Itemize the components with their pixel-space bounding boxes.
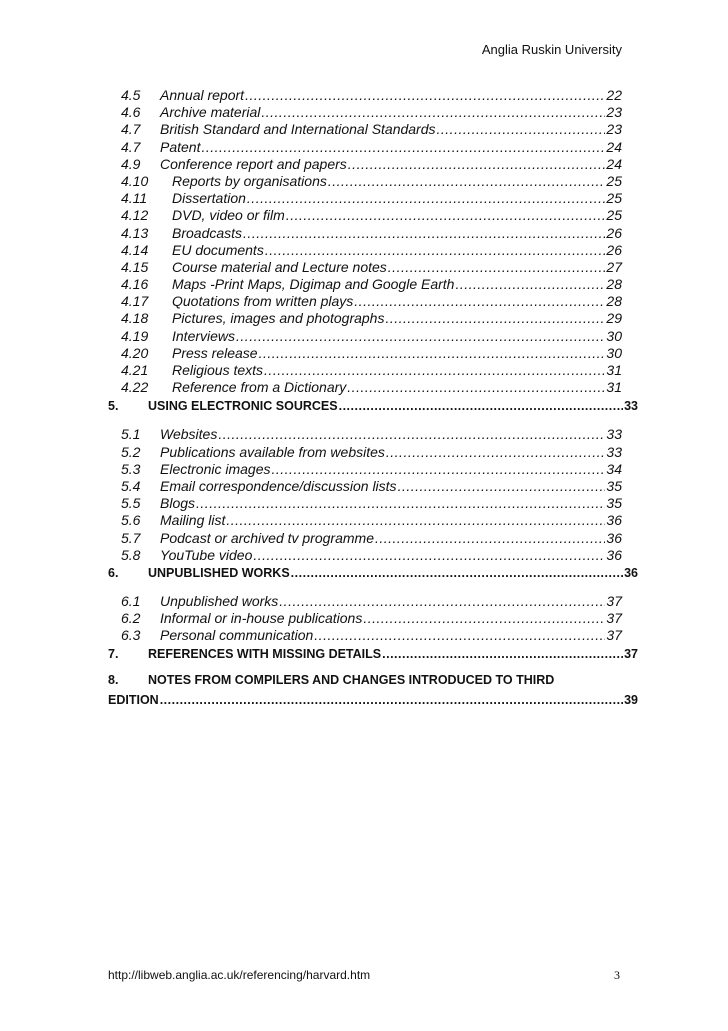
toc-entry[interactable] <box>0 242 728 259</box>
toc-entry-page: 33 <box>606 426 622 443</box>
toc-entry-title: Interviews <box>172 327 236 344</box>
toc-entry-page: 26 <box>606 224 622 241</box>
toc-entry[interactable] <box>0 593 728 610</box>
toc-entry-page: 24 <box>606 138 622 155</box>
toc-section-number: 8. <box>108 673 119 688</box>
toc-entry[interactable] <box>0 156 728 173</box>
dot-leader <box>243 225 605 241</box>
toc-entry-number: 4.14 <box>121 241 149 258</box>
toc-entry-page: 28 <box>606 293 622 310</box>
toc-entry-page: 26 <box>606 241 622 258</box>
toc-entry-title: Broadcasts <box>172 224 243 241</box>
footer-page-number: 3 <box>614 968 620 982</box>
toc-entry[interactable] <box>0 259 728 276</box>
dot-leader <box>279 593 605 609</box>
toc-entry[interactable] <box>0 530 728 547</box>
toc-entry-page: 30 <box>606 327 622 344</box>
toc-entry-number: 6.3 <box>121 627 141 644</box>
toc-entry-title: Quotations from written plays <box>172 293 354 310</box>
toc-section[interactable] <box>0 647 728 667</box>
toc-entry-number: 4.21 <box>121 362 149 378</box>
toc-entry-title: Annual report <box>160 87 245 103</box>
toc-section-title: USING ELECTRONIC SOURCES <box>148 399 338 414</box>
dot-leader <box>348 156 606 172</box>
toc-section-title: UNPUBLISHED WORKS <box>148 565 290 580</box>
toc-entry-number: 6.2 <box>121 610 141 627</box>
dot-leader <box>363 610 605 626</box>
toc-section[interactable] <box>0 399 728 419</box>
dot-leader <box>382 647 623 661</box>
toc-entry[interactable] <box>0 190 728 207</box>
toc-entry[interactable] <box>0 547 728 564</box>
toc-entry-title: Pictures, images and photographs <box>172 310 385 327</box>
toc-entry-number: 4.6 <box>121 104 141 121</box>
dot-leader <box>398 478 606 494</box>
toc-entry-title: Patent <box>160 138 201 155</box>
dot-leader <box>272 461 606 477</box>
toc-entry[interactable] <box>0 362 728 379</box>
toc-entry-page: 29 <box>606 310 622 327</box>
dot-leader <box>347 379 605 395</box>
dot-leader <box>385 310 605 326</box>
toc-entry-number: 4.22 <box>121 379 149 396</box>
toc-section-page: 39 <box>624 693 638 708</box>
page-header: Anglia Ruskin University <box>481 42 622 57</box>
dot-leader <box>247 190 606 206</box>
toc-entry[interactable] <box>0 104 728 121</box>
toc-entry[interactable] <box>0 293 728 310</box>
toc-entry-title: Podcast or archived tv programme <box>160 529 374 546</box>
dot-leader <box>196 495 605 511</box>
dot-leader <box>437 121 606 137</box>
toc-entry-page: 36 <box>606 546 622 563</box>
toc-section-page: 36 <box>624 565 638 580</box>
toc-section-page: 33 <box>624 399 638 414</box>
toc-section-number: 5. <box>108 399 119 414</box>
toc-entry-title: Course material and Lecture notes <box>172 258 387 275</box>
toc-entry-title: Informal or in-house publications <box>160 610 363 627</box>
toc-entry[interactable] <box>0 478 728 495</box>
toc-entry-page: 31 <box>606 379 622 396</box>
dot-leader <box>160 693 623 707</box>
toc-entry-title: Websites <box>160 426 218 443</box>
toc-entry-number: 4.9 <box>121 155 141 172</box>
dot-leader <box>328 173 606 189</box>
toc-entry-title: Conference report and papers <box>160 155 347 172</box>
toc-entry[interactable] <box>0 461 728 478</box>
dot-leader <box>201 139 605 155</box>
toc-entry-title: Blogs <box>160 495 196 512</box>
toc-entry-title: EU documents <box>172 241 264 258</box>
toc-entry-page: 37 <box>606 610 622 627</box>
toc-section[interactable] <box>0 566 728 586</box>
toc-entry-number: 5.4 <box>121 477 141 494</box>
toc-entry-title: Personal communication <box>160 627 314 644</box>
toc-entry-number: 5.5 <box>121 495 141 512</box>
toc-section-number: 6. <box>108 565 119 580</box>
toc-entry-title: British Standard and International Standards <box>160 121 436 138</box>
toc-entry-page: 24 <box>606 155 622 172</box>
dot-leader <box>354 293 605 309</box>
toc-entry-number: 4.15 <box>121 258 149 275</box>
dot-leader <box>375 530 605 546</box>
dot-leader <box>245 87 605 103</box>
toc-entry-page: 25 <box>606 190 622 207</box>
toc-entry[interactable] <box>0 121 728 138</box>
footer-url[interactable]: http://libweb.anglia.ac.uk/referencing/harvard.htm <box>108 968 371 982</box>
toc-entry-title: Unpublished works <box>160 592 279 609</box>
toc-entry-number: 4.7 <box>121 138 141 155</box>
toc-entry-number: 4.5 <box>121 87 141 103</box>
toc-entry-number: 5.1 <box>121 426 141 443</box>
toc-entry-title: Maps -Print Maps, Digimap and Google Earth <box>172 276 455 293</box>
toc-entry-number: 4.19 <box>121 327 149 344</box>
toc-entry-title: Email correspondence/discussion lists <box>160 477 397 494</box>
toc-entry-title: YouTube video <box>160 546 253 563</box>
toc-entry-page: 35 <box>606 477 622 494</box>
toc-entry[interactable] <box>0 87 728 104</box>
toc-entry-number: 4.20 <box>121 344 149 361</box>
table-of-contents <box>0 87 728 713</box>
toc-entry-title: DVD, video or film <box>172 207 285 224</box>
dot-leader <box>386 444 606 460</box>
toc-entry-page: 23 <box>606 121 622 138</box>
toc-entry-number: 4.11 <box>121 190 148 207</box>
toc-entry-title: Religious texts <box>172 362 264 378</box>
toc-entry[interactable] <box>0 310 728 327</box>
toc-entry-number: 4.13 <box>121 224 149 241</box>
toc-entry-page: 22 <box>606 87 622 103</box>
toc-entry-number: 4.17 <box>121 293 149 310</box>
toc-entry-page: 33 <box>606 443 622 460</box>
toc-entry-number: 5.2 <box>121 443 141 460</box>
toc-entry-number: 4.10 <box>121 172 149 189</box>
dot-leader <box>291 566 623 580</box>
dot-leader <box>236 328 605 344</box>
toc-entry-page: 28 <box>606 276 622 293</box>
dot-leader <box>286 207 606 223</box>
toc-section-page: 37 <box>624 647 638 662</box>
toc-entry-page: 37 <box>606 592 622 609</box>
toc-entry[interactable] <box>0 610 728 627</box>
toc-entry-title: Electronic images <box>160 460 271 477</box>
toc-entry-title: Reference from a Dictionary <box>172 379 347 396</box>
toc-section-continued[interactable] <box>0 693 728 713</box>
toc-entry[interactable] <box>0 426 728 443</box>
toc-entry-page: 34 <box>606 460 622 477</box>
toc-entry-page: 25 <box>606 172 622 189</box>
toc-entry-page: 36 <box>606 529 622 546</box>
toc-section-title: EDITION <box>108 693 159 708</box>
toc-entry-title: Dissertation <box>172 190 246 207</box>
toc-entry-page: 27 <box>606 258 622 275</box>
dot-leader <box>388 259 606 275</box>
toc-entry-title: Reports by organisations <box>172 172 327 189</box>
page-footer <box>108 968 620 983</box>
toc-entry-number: 5.7 <box>121 529 141 546</box>
toc-entry-page: 36 <box>606 512 622 529</box>
toc-entry-title: Archive material <box>160 104 261 121</box>
toc-entry-number: 4.18 <box>121 310 149 327</box>
toc-entry-number: 6.1 <box>121 592 141 609</box>
toc-entry[interactable] <box>0 444 728 461</box>
dot-leader <box>455 276 605 292</box>
toc-entry[interactable] <box>0 512 728 529</box>
dot-leader <box>226 512 605 528</box>
toc-entry-number: 5.6 <box>121 512 141 529</box>
toc-entry-title: Publications available from websites <box>160 443 385 460</box>
toc-entry[interactable] <box>0 207 728 224</box>
toc-entry-number: 4.12 <box>121 207 149 224</box>
toc-entry-page: 30 <box>606 344 622 361</box>
dot-leader <box>264 362 605 378</box>
toc-entry-title: Mailing list <box>160 512 226 529</box>
toc-section-number: 7. <box>108 647 119 662</box>
toc-entry-number: 4.7 <box>121 121 141 138</box>
dot-leader <box>253 547 605 563</box>
toc-section[interactable] <box>0 673 728 693</box>
toc-entry-page: 23 <box>606 104 622 121</box>
dot-leader <box>339 399 623 413</box>
toc-entry-page: 35 <box>606 495 622 512</box>
toc-entry[interactable] <box>0 345 728 362</box>
toc-entry[interactable] <box>0 225 728 242</box>
toc-entry-number: 4.16 <box>121 276 149 293</box>
dot-leader <box>261 104 605 120</box>
dot-leader <box>265 242 606 258</box>
toc-entry[interactable] <box>0 173 728 190</box>
toc-entry-page: 31 <box>606 362 622 378</box>
toc-entry-page: 37 <box>606 627 622 644</box>
toc-entry[interactable] <box>0 276 728 293</box>
toc-entry[interactable] <box>0 627 728 644</box>
toc-entry[interactable] <box>0 495 728 512</box>
dot-leader <box>218 426 605 442</box>
toc-entry-page: 25 <box>606 207 622 224</box>
toc-section-title: NOTES FROM COMPILERS AND CHANGES INTRODUCED TO THIRD <box>148 673 555 688</box>
toc-entry[interactable] <box>0 328 728 345</box>
toc-entry-number: 5.8 <box>121 546 141 563</box>
toc-entry-title: Press release <box>172 344 258 361</box>
toc-section-title: REFERENCES WITH MISSING DETAILS <box>148 647 382 662</box>
toc-entry[interactable] <box>0 139 728 156</box>
dot-leader <box>259 345 606 361</box>
toc-entry-number: 5.3 <box>121 460 141 477</box>
toc-entry[interactable] <box>0 379 728 396</box>
dot-leader <box>314 627 605 643</box>
